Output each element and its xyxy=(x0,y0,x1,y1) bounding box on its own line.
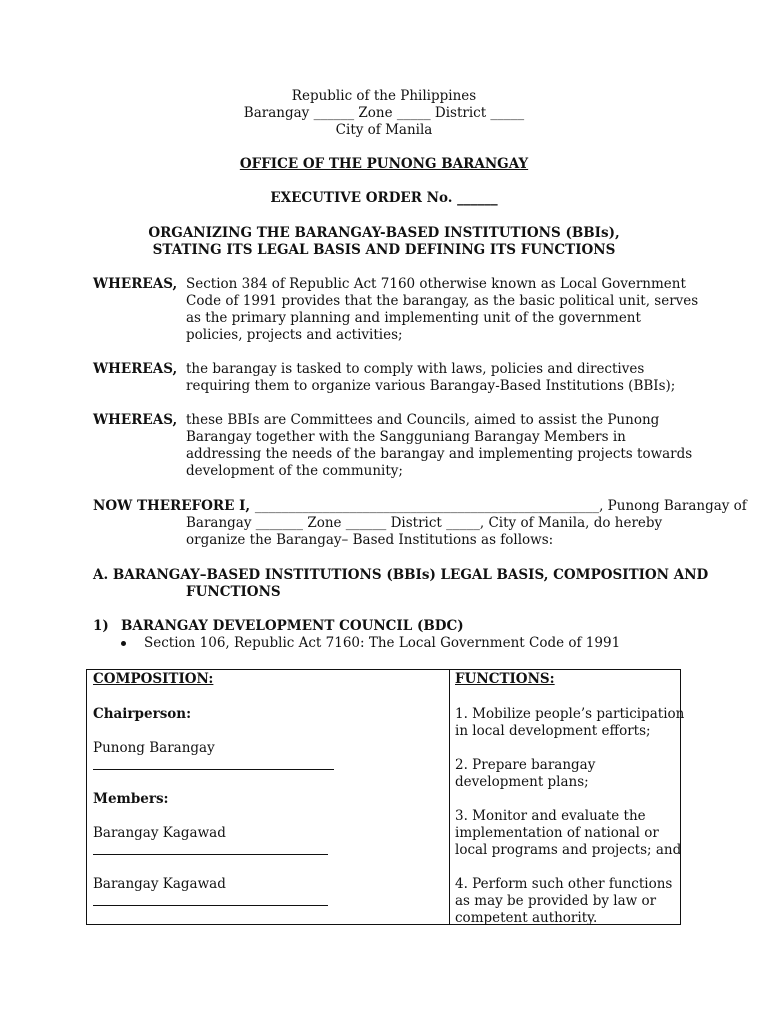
chairperson-name-line xyxy=(93,769,334,770)
bullet-icon xyxy=(121,641,126,646)
member-1-name-line xyxy=(93,854,328,855)
whereas-1-line: Code of 1991 provides that the barangay, as the basic political unit, serves xyxy=(186,293,699,309)
function-line: 3. Monitor and evaluate the xyxy=(455,808,646,824)
function-item-4 xyxy=(455,876,672,927)
function-line: local programs and projects; and xyxy=(455,842,682,858)
function-item-2 xyxy=(455,757,595,791)
whereas-2-line: the barangay is tasked to comply with laws, policies and directives xyxy=(186,361,645,377)
now-therefore-continuation xyxy=(186,515,662,549)
function-line: competent authority. xyxy=(455,910,598,926)
whereas-paragraph-2 xyxy=(186,361,675,395)
item-number: 1) xyxy=(93,618,109,634)
whereas-3-line: Barangay together with the Sangguniang Barangay Members in xyxy=(186,429,626,445)
function-line: as may be provided by law or xyxy=(455,893,657,909)
whereas-paragraph-1 xyxy=(186,276,698,344)
subject-line-2: STATING ITS LEGAL BASIS AND DEFINING ITS FUNCTIONS xyxy=(152,242,616,258)
header-city: City of Manila xyxy=(335,122,433,138)
function-line: development plans; xyxy=(455,774,589,790)
whereas-2-line: requiring them to organize various Barangay-Based Institutions (BBIs); xyxy=(186,378,676,394)
composition-header: COMPOSITION: xyxy=(93,671,214,687)
member-2-role: Barangay Kagawad xyxy=(93,876,226,892)
now-therefore-line xyxy=(93,498,747,515)
punong-barangay-name-blank: ___________________________________________________ xyxy=(254,498,600,514)
now-therefore-line2: Barangay _______ Zone ______ District _____, City of Manila, do hereby xyxy=(186,515,663,531)
whereas-1-line: Section 384 of Republic Act 7160 otherwise known as Local Government xyxy=(186,276,686,292)
whereas-3-line: these BBIs are Committees and Councils, aimed to assist the Punong xyxy=(186,412,660,428)
whereas-paragraph-3 xyxy=(186,412,692,480)
header-barangay-line: Barangay ______ Zone _____ District _____ xyxy=(243,105,525,121)
header-republic: Republic of the Philippines xyxy=(291,88,477,104)
chairperson-value: Punong Barangay xyxy=(93,740,215,756)
legal-basis-bullet: Section 106, Republic Act 7160: The Local Government Code of 1991 xyxy=(144,635,621,651)
whereas-label-3: WHEREAS, xyxy=(93,412,178,428)
functions-header: FUNCTIONS: xyxy=(455,671,555,687)
whereas-label-2: WHEREAS, xyxy=(93,361,178,377)
item-title: BARANGAY DEVELOPMENT COUNCIL (BDC) xyxy=(121,618,464,634)
function-item-3 xyxy=(455,808,681,859)
function-line: implementation of national or xyxy=(455,825,659,841)
now-therefore-line3: organize the Barangay– Based Institutions as follows: xyxy=(186,532,554,548)
whereas-3-line: development of the community; xyxy=(186,463,403,479)
bdc-table xyxy=(86,669,685,926)
whereas-3-line: addressing the needs of the barangay and implementing projects towards xyxy=(186,446,693,462)
member-2-name-line xyxy=(93,905,328,906)
chairperson-label: Chairperson: xyxy=(93,706,192,722)
whereas-1-line: as the primary planning and implementing unit of the government xyxy=(186,310,641,326)
now-therefore-label: NOW THEREFORE I, xyxy=(93,498,255,514)
section-a-heading: A. BARANGAY–BASED INSTITUTIONS (BBIs) LEGAL BASIS, COMPOSITION AND xyxy=(93,567,709,583)
office-title: OFFICE OF THE PUNONG BARANGAY xyxy=(239,156,529,172)
function-line: 2. Prepare barangay xyxy=(455,757,596,773)
function-line: 1. Mobilize people’s participation xyxy=(455,706,685,722)
function-line: 4. Perform such other functions xyxy=(455,876,673,892)
column-divider xyxy=(449,670,450,924)
members-label: Members: xyxy=(93,791,169,807)
executive-order-title: EXECUTIVE ORDER No. ______ xyxy=(270,190,498,206)
section-a-heading-cont: FUNCTIONS xyxy=(186,584,281,600)
function-line: in local development efforts; xyxy=(455,723,651,739)
whereas-1-line: policies, projects and activities; xyxy=(186,327,403,343)
subject-line-1: ORGANIZING THE BARANGAY-BASED INSTITUTIONS (BBIs), xyxy=(148,225,620,241)
now-therefore-line1-end: , Punong Barangay of xyxy=(599,498,747,514)
member-1-role: Barangay Kagawad xyxy=(93,825,226,841)
function-item-1 xyxy=(455,706,684,740)
whereas-label-1: WHEREAS, xyxy=(93,276,178,292)
